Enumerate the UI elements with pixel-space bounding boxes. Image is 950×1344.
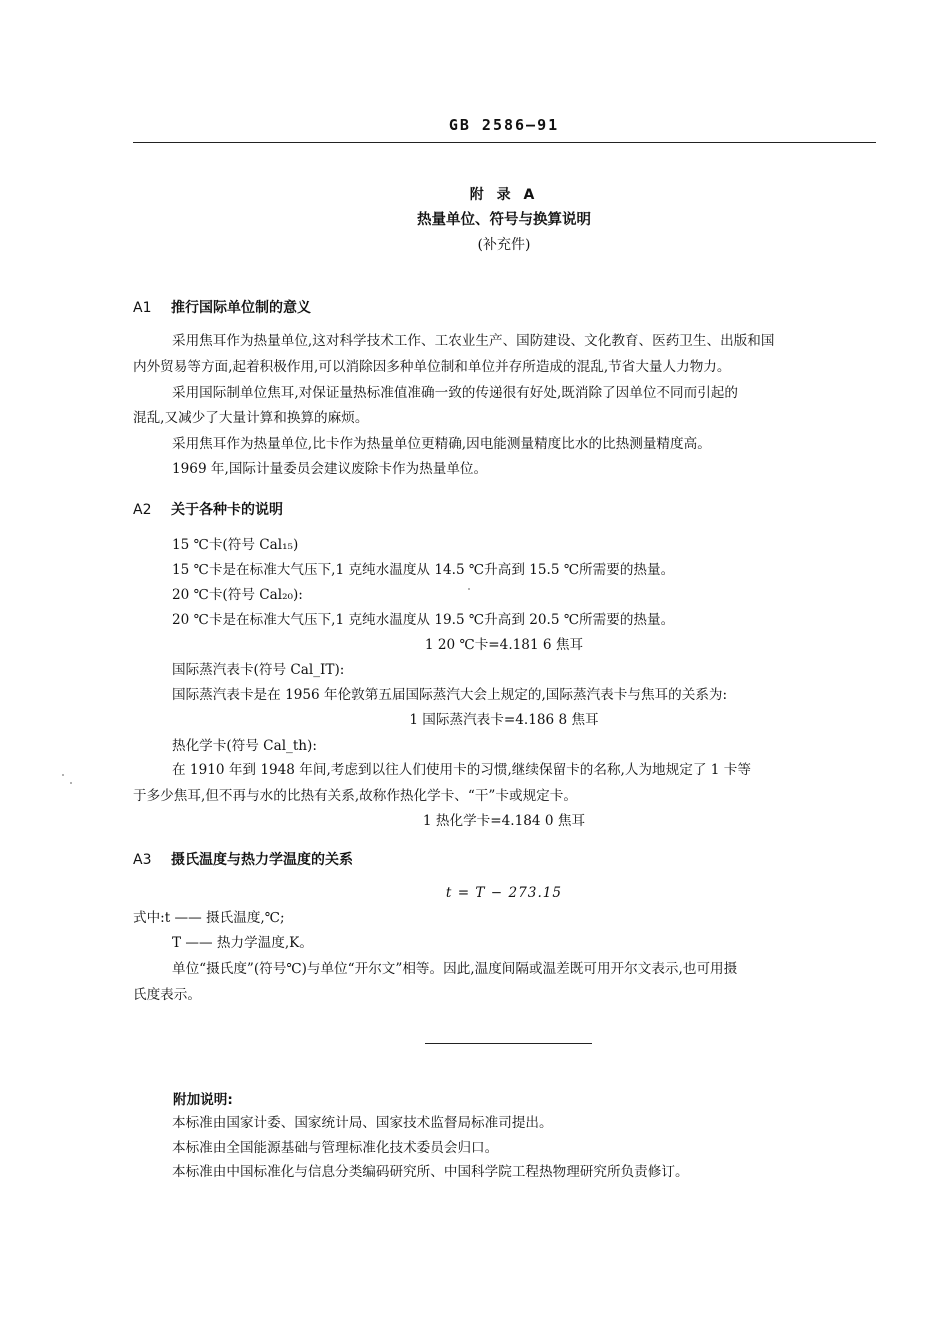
end-divider <box>425 1043 592 1044</box>
paragraph-line: 式中:t —— 摄氏温度,℃; <box>133 910 285 926</box>
section-title: 摄氏温度与热力学温度的关系 <box>171 852 353 868</box>
additional-note-line: 本标准由国家计委、国家统计局、国家技术监督局标准司提出。 <box>172 1115 553 1131</box>
section-a2-heading <box>133 499 283 519</box>
section-number: A1 <box>133 300 152 316</box>
additional-note-line: 本标准由全国能源基础与管理标准化技术委员会归口。 <box>172 1140 499 1156</box>
paragraph-line: 混乱,又减少了大量计算和换算的麻烦。 <box>133 410 369 426</box>
standard-code: GB 2586—91 <box>448 116 560 134</box>
paragraph-line: 1969 年,国际计量委员会建议废除卡作为热量单位。 <box>172 461 488 477</box>
conversion-equation: 1 热化学卡=4.184 0 焦耳 <box>422 813 586 829</box>
appendix-note: (补充件) <box>477 237 531 253</box>
conversion-equation: 1 20 ℃卡=4.181 6 焦耳 <box>424 637 584 653</box>
paragraph-line: 15 ℃卡(符号 Cal₁₅) <box>172 537 299 553</box>
paragraph-line: 采用国际制单位焦耳,对保证量热标准值准确一致的传递很有好处,既消除了因单位不同而引起的 <box>172 385 738 401</box>
section-a3-heading <box>133 849 353 869</box>
paragraph-line: 氏度表示。 <box>133 987 201 1003</box>
section-a1-heading <box>133 297 311 317</box>
paragraph-line: 热化学卡(符号 Cal_th): <box>172 738 317 754</box>
paragraph-line: 在 1910 年到 1948 年间,考虑到以往人们使用卡的习惯,继续保留卡的名称,人为地规定了 1 卡等 <box>172 762 751 778</box>
paragraph-line: 采用焦耳作为热量单位,比卡作为热量单位更精确,因电能测量精度比水的比热测量精度高。 <box>172 436 711 452</box>
scan-speck <box>70 782 72 784</box>
additional-note-line: 本标准由中国标准化与信息分类编码研究所、中国科学院工程热物理研究所负责修订。 <box>172 1164 689 1180</box>
paragraph-line: T —— 热力学温度,K。 <box>172 935 313 951</box>
appendix-title-block <box>0 183 950 258</box>
paragraph-line: 15 ℃卡是在标准大气压下,1 克纯水温度从 14.5 ℃升高到 15.5 ℃所需要的热量。 <box>172 562 675 578</box>
section-title: 推行国际单位制的意义 <box>171 300 311 316</box>
scan-speck <box>468 588 470 590</box>
additional-notes-heading: 附加说明: <box>173 1092 233 1108</box>
appendix-label: 附 录 A <box>469 187 539 203</box>
section-number: A2 <box>133 502 152 518</box>
paragraph-line: 单位“摄氏度”(符号℃)与单位“开尔文”相等。因此,温度间隔或温差既可用开尔文表示,也可用摄 <box>172 961 738 977</box>
paragraph-line: 国际蒸汽表卡是在 1956 年伦敦第五届国际蒸汽大会上规定的,国际蒸汽表卡与焦耳的关系为: <box>172 687 728 703</box>
paragraph-line: 于多少焦耳,但不再与水的比热有关系,故称作热化学卡、“干”卡或规定卡。 <box>133 788 577 804</box>
conversion-equation: 1 国际蒸汽表卡=4.186 8 焦耳 <box>409 712 599 728</box>
section-title: 关于各种卡的说明 <box>171 502 283 518</box>
temperature-formula: t = T − 273.15 <box>445 885 563 901</box>
paragraph-line: 采用焦耳作为热量单位,这对科学技术工作、工农业生产、国防建设、文化教育、医药卫生、出版和国 <box>172 333 775 349</box>
paragraph-line: 20 ℃卡是在标准大气压下,1 克纯水温度从 19.5 ℃升高到 20.5 ℃所需要的热量。 <box>172 612 675 628</box>
paragraph-line: 国际蒸汽表卡(符号 Cal_IT): <box>172 662 345 678</box>
paragraph-line: 内外贸易等方面,起着积极作用,可以消除因多种单位制和单位并存所造成的混乱,节省大量人力物力。 <box>133 359 731 375</box>
appendix-title: 热量单位、符号与换算说明 <box>417 212 591 228</box>
paragraph-line: 20 ℃卡(符号 Cal₂₀): <box>172 587 303 603</box>
scan-speck <box>62 774 64 776</box>
section-number: A3 <box>133 852 152 868</box>
header-divider <box>133 142 876 143</box>
